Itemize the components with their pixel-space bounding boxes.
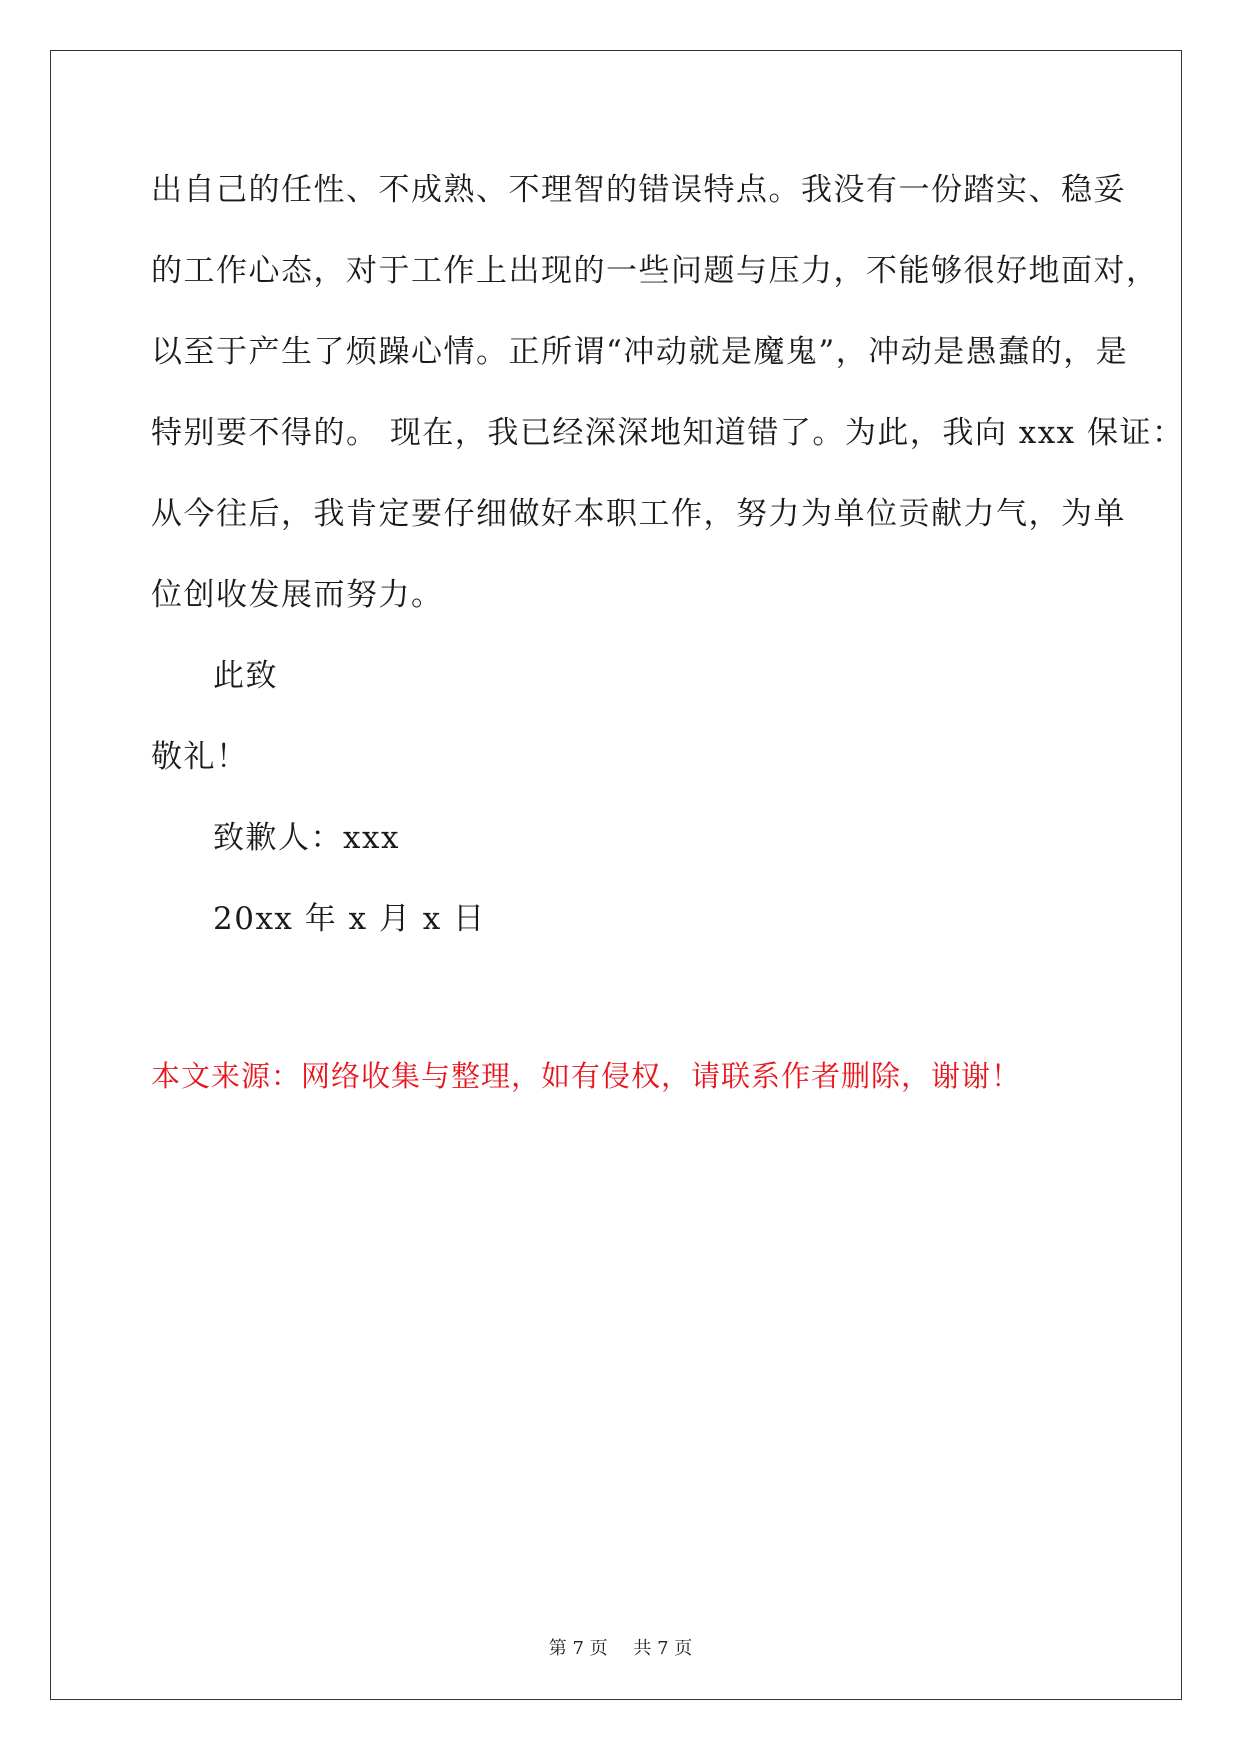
body-line-1: 出自己的任性、不成熟、不理智的错误特点。我没有一份踏实、稳妥 — [151, 172, 1126, 208]
date-line: 20xx 年 x 月 x 日 — [213, 901, 486, 937]
body-line-6: 位创收发展而努力。 — [151, 577, 444, 613]
page-footer — [0, 1637, 1241, 1661]
body-line-4: 特别要不得的。 现在，我已经深深地知道错了。为此，我向 xxx 保证： — [151, 415, 1185, 451]
body-line-5: 从今往后，我肯定要仔细做好本职工作，努力为单位贡献力气，为单 — [151, 496, 1126, 532]
closing-line: 此致 — [213, 658, 278, 694]
signer-line: 致歉人：xxx — [213, 820, 400, 856]
salute-line: 敬礼！ — [151, 739, 249, 775]
source-note: 本文来源：网络收集与整理，如有侵权，请联系作者删除，谢谢！ — [151, 1059, 1022, 1093]
body-line-2: 的工作心态，对于工作上出现的一些问题与压力，不能够很好地面对， — [151, 253, 1159, 289]
total-pages-label: 共 7 页 — [633, 1638, 693, 1659]
letter-body — [151, 170, 1185, 980]
body-line-3: 以至于产生了烦躁心情。正所谓“冲动就是魔鬼”，冲动是愚蠢的，是 — [151, 334, 1129, 370]
current-page-label: 第 7 页 — [548, 1638, 608, 1659]
